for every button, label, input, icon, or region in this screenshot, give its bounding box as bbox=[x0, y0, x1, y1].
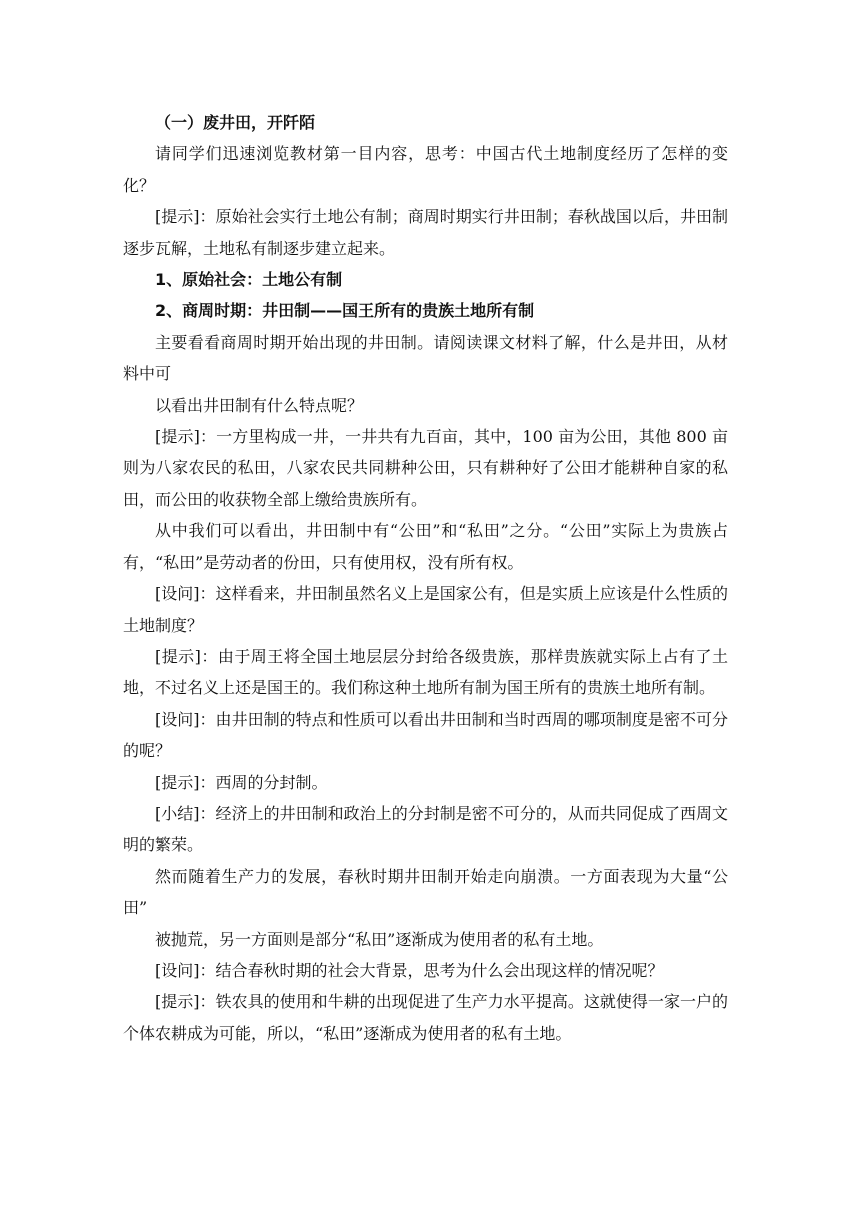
paragraph-decline-continued: 被抛荒，另一方面则是部分“私田”逐渐成为使用者的私有土地。 bbox=[155, 929, 604, 949]
subheading-shang-zhou: 2、商周时期：井田制——国王所有的贵族土地所有制 bbox=[155, 301, 535, 321]
paragraph-hint: [提示]：铁农具的使用和牛耕的出现促进了生产力水平提高。这就使得一家一户的个体农耕成为可能，所以，“私田”逐渐成为使用者的私有土地。 bbox=[123, 992, 728, 1043]
paragraph-question: [设问]：由井田制的特点和性质可以看出井田制和当时西周的哪项制度是密不可分的呢？ bbox=[123, 709, 728, 761]
paragraph-intro-continued: 以看出井田制有什么特点呢？ bbox=[155, 395, 364, 415]
paragraph-hint: [提示]：一方里构成一井，一井共有九百亩，其中，100 亩为公田，其他 800 亩则为八家农民的私田，八家农民共同耕种公田，只有耕种好了公田才能耕种自家的私田，而公田的收获物全部上缴给贵族所有。 bbox=[123, 427, 728, 509]
paragraph-question: [设问]：结合春秋时期的社会大背景，思考为什么会出现这样的情况呢？ bbox=[155, 960, 664, 980]
document-body bbox=[123, 107, 728, 1049]
paragraph-question: 请同学们迅速浏览教材第一目内容，思考：中国古代土地制度经历了怎样的变化？ bbox=[123, 144, 728, 195]
paragraph-decline: 然而随着生产力的发展，春秋时期井田制开始走向崩溃。一方面表现为大量“公田” bbox=[123, 866, 728, 918]
paragraph-hint: [提示]：原始社会实行土地公有制；商周时期实行井田制；春秋战国以后，井田制逐步瓦解，土地私有制逐步建立起来。 bbox=[123, 207, 728, 258]
section-heading: （一）废井田，开阡陌 bbox=[155, 113, 316, 132]
paragraph-summary: [小结]：经济上的井田制和政治上的分封制是密不可分的，从而共同促成了西周文明的繁荣。 bbox=[123, 803, 728, 855]
paragraph-intro: 主要看看商周时期开始出现的井田制。请阅读课文材料了解，什么是井田，从材料中可 bbox=[123, 332, 728, 384]
paragraph-analysis: 从中我们可以看出，井田制中有“公田”和“私田”之分。“公田”实际上为贵族占有，“私田”是劳动者的份田，只有使用权，没有所有权。 bbox=[123, 521, 728, 572]
paragraph-hint: [提示]：由于周王将全国土地层层分封给各级贵族，那样贵族就实际上占有了土地，不过名义上还是国王的。我们称这种土地所有制为国王所有的贵族土地所有制。 bbox=[123, 646, 728, 698]
paragraph-question: [设问]：这样看来，井田制虽然名义上是国家公有，但是实质上应该是什么性质的土地制度？ bbox=[123, 584, 728, 635]
subheading-primitive-society: 1、原始社会：土地公有制 bbox=[155, 270, 343, 290]
paragraph-hint: [提示]：西周的分封制。 bbox=[155, 772, 328, 792]
